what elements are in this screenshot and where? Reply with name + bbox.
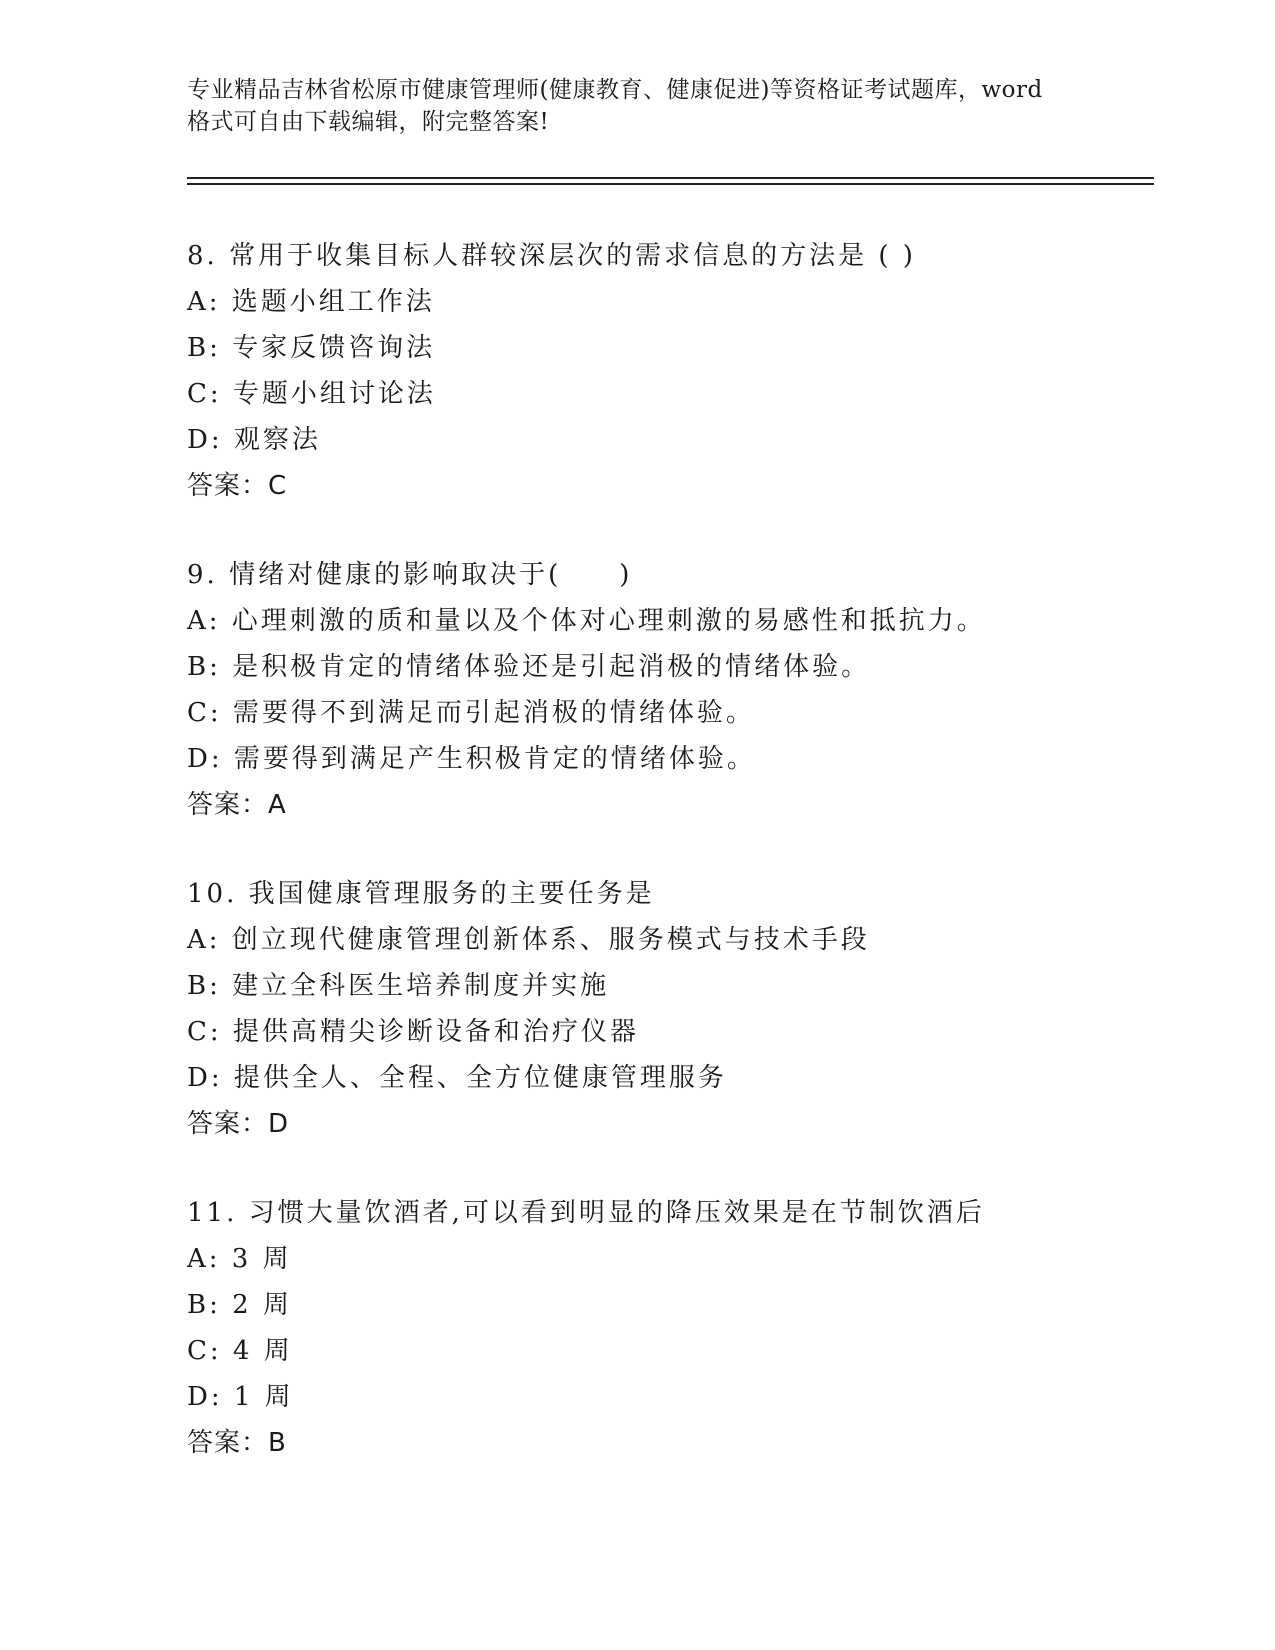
- option-c: C: 专题小组讨论法: [187, 379, 436, 409]
- header-line-1: 专业精品吉林省松原市健康管理师(健康教育、健康促进)等资格证考试题库，word: [187, 77, 1043, 103]
- option-a: A: 3 周: [187, 1244, 292, 1274]
- question-stem: 9. 情绪对健康的影响取决于( ): [187, 560, 633, 590]
- option-a: A: 选题小组工作法: [187, 287, 435, 317]
- question-8: [187, 233, 1147, 509]
- option-b: B: 专家反馈咨询法: [187, 333, 436, 363]
- option-b: B: 2 周: [187, 1290, 292, 1320]
- option-a: A: 心理刺激的质和量以及个体对心理刺激的易感性和抵抗力。: [187, 606, 986, 636]
- option-c: C: 提供高精尖诊断设备和治疗仪器: [187, 1017, 639, 1047]
- question-stem: 11. 习惯大量饮酒者,可以看到明显的降压效果是在节制饮酒后: [187, 1198, 985, 1228]
- option-d: D: 观察法: [187, 425, 321, 455]
- option-d: D: 需要得到满足产生积极肯定的情绪体验。: [187, 744, 756, 774]
- option-c: C: 4 周: [187, 1336, 293, 1366]
- question-9: [187, 552, 1147, 828]
- question-stem: 8. 常用于收集目标人群较深层次的需求信息的方法是 ( ): [187, 241, 916, 271]
- option-c: C: 需要得不到满足而引起消极的情绪体验。: [187, 698, 755, 728]
- option-b: B: 是积极肯定的情绪体验还是引起消极的情绪体验。: [187, 652, 871, 682]
- header-divider-top: [187, 177, 1154, 179]
- header-line-2: 格式可自由下载编辑，附完整答案!: [187, 109, 550, 135]
- header-divider-bottom: [187, 183, 1154, 185]
- answer: 答案：C: [187, 471, 288, 501]
- answer: 答案：A: [187, 790, 287, 820]
- option-a: A: 创立现代健康管理创新体系、服务模式与技术手段: [187, 925, 870, 955]
- option-b: B: 建立全科医生培养制度并实施: [187, 971, 610, 1001]
- question-11: [187, 1190, 1147, 1466]
- document-header: [187, 74, 1087, 138]
- answer: 答案：D: [187, 1109, 290, 1139]
- question-10: [187, 871, 1147, 1147]
- answer: 答案：B: [187, 1428, 287, 1458]
- option-d: D: 提供全人、全程、全方位健康管理服务: [187, 1063, 727, 1093]
- question-stem: 10. 我国健康管理服务的主要任务是: [187, 879, 655, 909]
- option-d: D: 1 周: [187, 1382, 294, 1412]
